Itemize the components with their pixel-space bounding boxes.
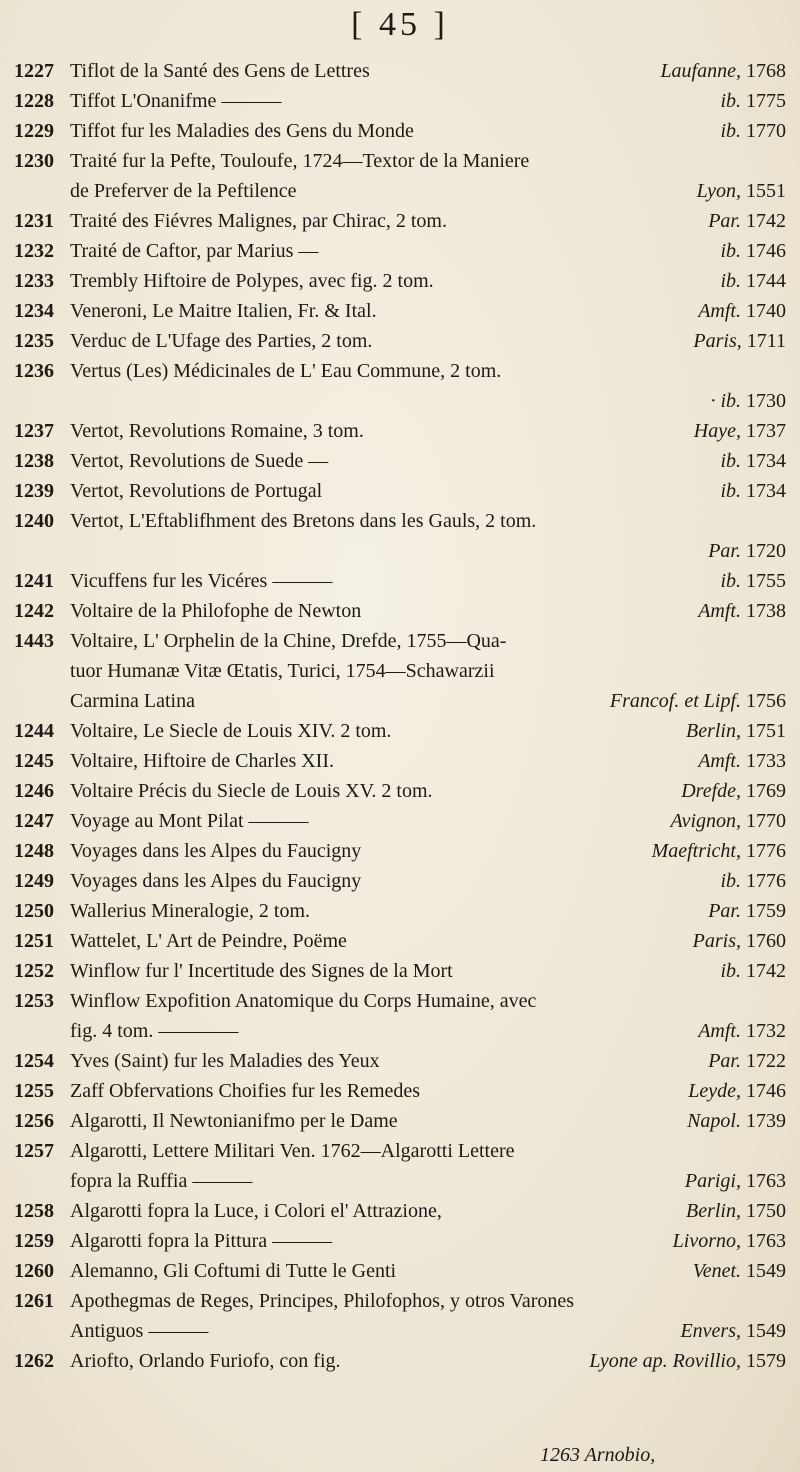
entry-number: 1248	[14, 840, 54, 862]
catalogue-entry	[14, 1106, 786, 1136]
catalogue-entry	[14, 806, 786, 836]
entry-place: Paris,	[693, 330, 742, 352]
entry-title-continued: tuor Humanæ Vitæ Œtatis, Turici, 1754—Schawarzii	[70, 660, 495, 682]
catalogue-entry	[14, 116, 786, 146]
entry-place: Envers,	[680, 1320, 741, 1342]
catalogue-entry	[14, 716, 786, 746]
entry-line	[14, 146, 786, 176]
entry-title: Apothegmas de Reges, Principes, Philofophos, y otros Varones	[70, 1290, 575, 1312]
entry-year: 1733	[741, 750, 786, 772]
entry-place: Francof. et Lipf.	[609, 690, 741, 712]
entry-number: 1259	[14, 1230, 54, 1252]
entry-line	[14, 686, 786, 716]
entry-imprint	[652, 836, 786, 866]
entry-year: 1740	[741, 300, 786, 322]
entry-number: 1257	[14, 1140, 54, 1162]
entry-title: Algarotti, Lettere Militari Ven. 1762—Algarotti Lettere	[70, 1140, 515, 1162]
entry-line	[14, 1346, 786, 1376]
entry-title-continued: fopra la Ruffia ———	[70, 1170, 253, 1192]
entry-year: 1551	[741, 180, 786, 202]
entry-line	[14, 746, 786, 776]
entry-line	[14, 1166, 786, 1196]
entry-imprint	[694, 416, 786, 446]
entry-place: ib.	[720, 480, 741, 502]
entry-year: 1742	[741, 210, 786, 232]
catalogue-entry	[14, 596, 786, 626]
catalogue-entry	[14, 1046, 786, 1076]
catalogue-list	[14, 56, 786, 1376]
entry-year: 1751	[741, 720, 786, 742]
entry-year: 1711	[741, 330, 786, 352]
catalogue-entry	[14, 476, 786, 506]
entry-line	[14, 176, 786, 206]
entry-number: 1242	[14, 600, 54, 622]
entry-line	[14, 1286, 786, 1316]
entry-line	[14, 1106, 786, 1136]
entry-line	[14, 296, 786, 326]
catalogue-entry	[14, 1286, 786, 1346]
catalogue-entry	[14, 1346, 786, 1376]
entry-year: 1756	[741, 690, 786, 712]
entry-place: Haye,	[693, 420, 741, 442]
entry-year: 1775	[741, 90, 786, 112]
entry-place: Drefde,	[681, 780, 741, 802]
entry-line	[14, 506, 786, 536]
catalogue-entry	[14, 836, 786, 866]
entry-title: Voyages dans les Alpes du Faucigny	[70, 870, 362, 892]
entry-place: ib.	[720, 240, 741, 262]
entry-year: 1769	[741, 780, 786, 802]
entry-place: Amft.	[698, 1020, 741, 1042]
entry-title: Yves (Saint) fur les Maladies des Yeux	[70, 1050, 380, 1072]
catalogue-entry	[14, 206, 786, 236]
entry-place: Lyone ap. Rovillio,	[589, 1350, 741, 1372]
entry-line	[14, 446, 786, 476]
entry-place: Amft.	[698, 300, 741, 322]
entry-line	[14, 1076, 786, 1106]
entry-year: 1737	[741, 420, 786, 442]
entry-year: 1763	[741, 1230, 786, 1252]
entry-line	[14, 866, 786, 896]
entry-imprint	[673, 1226, 786, 1256]
entry-place: Par.	[708, 1050, 741, 1072]
entry-year: 1722	[741, 1050, 786, 1072]
entry-imprint	[610, 686, 786, 716]
entry-imprint	[685, 1166, 786, 1196]
entry-imprint	[686, 716, 786, 746]
entry-imprint	[688, 1076, 786, 1106]
catalogue-entry	[14, 746, 786, 776]
entry-title-continued: Antiguos ———	[70, 1320, 209, 1342]
entry-line	[14, 536, 786, 566]
entry-title: Algarotti fopra la Pittura ———	[70, 1230, 333, 1252]
entry-number: 1247	[14, 810, 54, 832]
catalogue-entry	[14, 776, 786, 806]
entry-number: 1255	[14, 1080, 54, 1102]
entry-title: Traité des Fiévres Malignes, par Chirac, 2 tom.	[70, 210, 447, 232]
entry-title-continued: Carmina Latina	[70, 690, 195, 712]
entry-line	[14, 266, 786, 296]
catalogue-entry	[14, 266, 786, 296]
entry-year: 1732	[741, 1020, 786, 1042]
entry-year: 1739	[741, 1110, 786, 1132]
entry-line	[14, 806, 786, 836]
entry-place: Amft.	[698, 600, 741, 622]
entry-number: 1261	[14, 1290, 54, 1312]
entry-number: 1443	[14, 630, 54, 652]
entry-place: Laufanne,	[660, 60, 741, 82]
entry-place: ib.	[720, 870, 741, 892]
entry-place: Leyde,	[688, 1080, 741, 1102]
entry-number: 1241	[14, 570, 54, 592]
entry-place: Amft.	[698, 750, 741, 772]
entry-imprint	[720, 446, 786, 476]
entry-number: 1239	[14, 480, 54, 502]
entry-year: 1734	[741, 480, 786, 502]
entry-imprint	[698, 1016, 786, 1046]
catalogue-entry	[14, 236, 786, 266]
catalogue-entry	[14, 86, 786, 116]
entry-line	[14, 1316, 786, 1346]
catalogue-entry	[14, 1136, 786, 1196]
entry-year: 1742	[741, 960, 786, 982]
entry-title: Wallerius Mineralogie, 2 tom.	[70, 900, 310, 922]
entry-line	[14, 86, 786, 116]
entry-title: Alemanno, Gli Coftumi di Tutte le Genti	[70, 1260, 397, 1282]
entry-line	[14, 356, 786, 386]
entry-number: 1262	[14, 1350, 54, 1372]
entry-number: 1249	[14, 870, 54, 892]
entry-number: 1244	[14, 720, 54, 742]
entry-year: 1776	[741, 840, 786, 862]
entry-year: 1549	[741, 1320, 786, 1342]
entry-title: Voltaire Précis du Siecle de Louis XV. 2 tom.	[70, 780, 433, 802]
entry-title: Ariofto, Orlando Furiofo, con fig.	[70, 1350, 341, 1372]
entry-line	[14, 326, 786, 356]
entry-place: Livorno,	[672, 1230, 741, 1252]
entry-line	[14, 1256, 786, 1286]
entry-place: Parigi,	[684, 1170, 741, 1192]
entry-number: 1229	[14, 120, 54, 142]
entry-number: 1260	[14, 1260, 54, 1282]
entry-line	[14, 56, 786, 86]
entry-number: 1253	[14, 990, 54, 1012]
entry-year: 1770	[741, 810, 786, 832]
entry-year: 1720	[741, 540, 786, 562]
catalogue-entry	[14, 866, 786, 896]
catalogue-entry	[14, 146, 786, 206]
entry-imprint	[708, 1046, 786, 1076]
entry-line	[14, 656, 786, 686]
entry-line	[14, 1226, 786, 1256]
catalogue-entry	[14, 566, 786, 596]
entry-imprint	[720, 236, 786, 266]
entry-title: Vertot, Revolutions de Portugal	[70, 480, 323, 502]
catalogue-entry	[14, 1076, 786, 1106]
entry-line	[14, 626, 786, 656]
entry-year: 1734	[741, 450, 786, 472]
entry-line	[14, 776, 786, 806]
entry-title: Algarotti fopra la Luce, i Colori el' Attrazione,	[70, 1200, 442, 1222]
entry-title: Voltaire de la Philofophe de Newton	[70, 600, 362, 622]
entry-number: 1240	[14, 510, 54, 532]
entry-title: Tiffot L'Onanifme ———	[70, 90, 282, 112]
entry-place: Par.	[708, 540, 741, 562]
entry-line	[14, 416, 786, 446]
entry-year: 1776	[741, 870, 786, 892]
entry-year: 1744	[741, 270, 786, 292]
entry-imprint	[720, 86, 786, 116]
entry-title: Traité de Caftor, par Marius —	[70, 240, 319, 262]
catalogue-entry	[14, 956, 786, 986]
entry-year: 1549	[741, 1260, 786, 1282]
entry-number: 1228	[14, 90, 54, 112]
entry-line	[14, 476, 786, 506]
catalogue-entry	[14, 446, 786, 476]
entry-line	[14, 566, 786, 596]
entry-place: Napol.	[687, 1110, 741, 1132]
entry-line	[14, 1016, 786, 1046]
entry-title: Veneroni, Le Maitre Italien, Fr. & Ital.	[70, 300, 377, 322]
entry-title: Voltaire, Hiftoire de Charles XII.	[70, 750, 334, 772]
entry-line	[14, 716, 786, 746]
entry-imprint	[720, 266, 786, 296]
catalogue-entry	[14, 56, 786, 86]
entry-title: Voyages dans les Alpes du Faucigny	[70, 840, 362, 862]
entry-year: 1750	[741, 1200, 786, 1222]
entry-imprint	[698, 296, 786, 326]
entry-imprint	[708, 206, 786, 236]
catalogue-entry	[14, 986, 786, 1046]
entry-imprint	[693, 1256, 786, 1286]
entry-year: 1730	[741, 390, 786, 412]
entry-imprint	[660, 56, 786, 86]
entry-place: ib.	[720, 270, 741, 292]
entry-title: Zaff Obfervations Choifies fur les Remedes	[70, 1080, 421, 1102]
entry-title: Trembly Hiftoire de Polypes, avec fig. 2 tom.	[70, 270, 434, 292]
entry-imprint	[708, 536, 786, 566]
entry-year: 1770	[741, 120, 786, 142]
entry-line	[14, 236, 786, 266]
entry-number: 1256	[14, 1110, 54, 1132]
entry-title: Verduc de L'Ufage des Parties, 2 tom.	[70, 330, 373, 352]
entry-title: Voltaire, Le Siecle de Louis XIV. 2 tom.	[70, 720, 392, 742]
catalogue-entry	[14, 296, 786, 326]
entry-number: 1246	[14, 780, 54, 802]
entry-line	[14, 986, 786, 1016]
entry-place: Maeftricht,	[651, 840, 741, 862]
entry-place: Berlin,	[686, 720, 741, 742]
entry-place: ib.	[720, 120, 741, 142]
entry-imprint	[720, 566, 786, 596]
entry-imprint	[720, 476, 786, 506]
entry-line	[14, 1196, 786, 1226]
catalogue-entry	[14, 926, 786, 956]
entry-number: 1232	[14, 240, 54, 262]
entry-number: 1237	[14, 420, 54, 442]
catalogue-entry	[14, 416, 786, 446]
entry-imprint	[686, 1196, 786, 1226]
entry-number: 1230	[14, 150, 54, 172]
entry-year: 1760	[741, 930, 786, 952]
entry-line	[14, 1136, 786, 1166]
entry-place: ib.	[720, 450, 741, 472]
catalogue-entry	[14, 506, 786, 566]
entry-imprint	[681, 776, 786, 806]
entry-year: 1746	[741, 1080, 786, 1102]
entry-title: Winflow fur l' Incertitude des Signes de la Mort	[70, 960, 453, 982]
entry-imprint	[720, 956, 786, 986]
entry-number: 1254	[14, 1050, 54, 1072]
entry-title: Algarotti, Il Newtonianifmo per le Dame	[70, 1110, 398, 1132]
page-number: [ 45 ]	[351, 6, 449, 43]
entry-number: 1245	[14, 750, 54, 772]
entry-title: Tiflot de la Santé des Gens de Lettres	[70, 60, 370, 82]
entry-line	[14, 1046, 786, 1076]
entry-place: · ib.	[710, 390, 741, 412]
entry-imprint	[720, 866, 786, 896]
entry-place: Paris,	[692, 930, 741, 952]
catalogue-entry	[14, 896, 786, 926]
entry-title: Wattelet, L' Art de Peindre, Poëme	[70, 930, 347, 952]
entry-number: 1233	[14, 270, 54, 292]
entry-title: Vertot, L'Eftablifhment des Bretons dans les Gauls, 2 tom.	[70, 510, 537, 532]
entry-number: 1250	[14, 900, 54, 922]
entry-place: Par.	[708, 900, 741, 922]
entry-imprint	[710, 386, 786, 416]
entry-title: Voltaire, L' Orphelin de la Chine, Drefde, 1755—Qua-	[70, 630, 507, 652]
entry-line	[14, 836, 786, 866]
catalogue-entry	[14, 356, 786, 416]
catalogue-entry	[14, 626, 786, 716]
entry-place: ib.	[720, 90, 741, 112]
entry-year: 1738	[741, 600, 786, 622]
entry-place: Venet.	[692, 1260, 741, 1282]
entry-number: 1234	[14, 300, 54, 322]
entry-line	[14, 926, 786, 956]
entry-imprint	[720, 116, 786, 146]
entry-place: Avignon,	[670, 810, 741, 832]
entry-title: Vicuffens fur les Vicéres ———	[70, 570, 333, 592]
catalogue-entry	[14, 1196, 786, 1226]
entry-title-continued: de Preferver de la Peftilence	[70, 180, 297, 202]
entry-number: 1252	[14, 960, 54, 982]
entry-year: 1759	[741, 900, 786, 922]
entry-number: 1238	[14, 450, 54, 472]
entry-imprint	[693, 326, 786, 356]
entry-imprint	[697, 176, 786, 206]
entry-title-continued: fig. 4 tom. ————	[70, 1020, 239, 1042]
entry-title: Tiffot fur les Maladies des Gens du Monde	[70, 120, 414, 142]
entry-imprint	[670, 806, 786, 836]
catchword: 1263 Arnobio,	[540, 1444, 656, 1466]
entry-title: Vertot, Revolutions de Suede —	[70, 450, 329, 472]
entry-imprint	[708, 896, 786, 926]
entry-line	[14, 116, 786, 146]
entry-place: Berlin,	[686, 1200, 741, 1222]
entry-title: Traité fur la Pefte, Touloufe, 1724—Textor de la Maniere	[70, 150, 530, 172]
entry-number: 1231	[14, 210, 54, 232]
entry-place: Lyon,	[696, 180, 741, 202]
entry-line	[14, 596, 786, 626]
catalogue-entry	[14, 1256, 786, 1286]
entry-year: 1763	[741, 1170, 786, 1192]
entry-title: Vertus (Les) Médicinales de L' Eau Commune, 2 tom.	[70, 360, 502, 382]
entry-title: Voyage au Mont Pilat ———	[70, 810, 309, 832]
catalogue-entry	[14, 326, 786, 356]
entry-imprint	[698, 596, 786, 626]
entry-line	[14, 896, 786, 926]
entry-year: 1579	[741, 1350, 786, 1372]
entry-number: 1251	[14, 930, 54, 952]
entry-title: Vertot, Revolutions Romaine, 3 tom.	[70, 420, 364, 442]
entry-place: ib.	[720, 960, 741, 982]
entry-place: ib.	[720, 570, 741, 592]
entry-line	[14, 386, 786, 416]
entry-year: 1755	[741, 570, 786, 592]
catalogue-entry	[14, 1226, 786, 1256]
entry-imprint	[687, 1106, 786, 1136]
entry-line	[14, 956, 786, 986]
entry-number: 1227	[14, 60, 54, 82]
entry-line	[14, 206, 786, 236]
entry-imprint	[693, 926, 786, 956]
entry-number: 1235	[14, 330, 54, 352]
entry-number: 1236	[14, 360, 54, 382]
entry-imprint	[680, 1316, 786, 1346]
entry-year: 1768	[741, 60, 786, 82]
entry-year: 1746	[741, 240, 786, 262]
entry-imprint	[589, 1346, 786, 1376]
entry-title: Winflow Expofition Anatomique du Corps Humaine, avec	[70, 990, 537, 1012]
entry-place: Par.	[708, 210, 741, 232]
entry-number: 1258	[14, 1200, 54, 1222]
entry-imprint	[698, 746, 786, 776]
